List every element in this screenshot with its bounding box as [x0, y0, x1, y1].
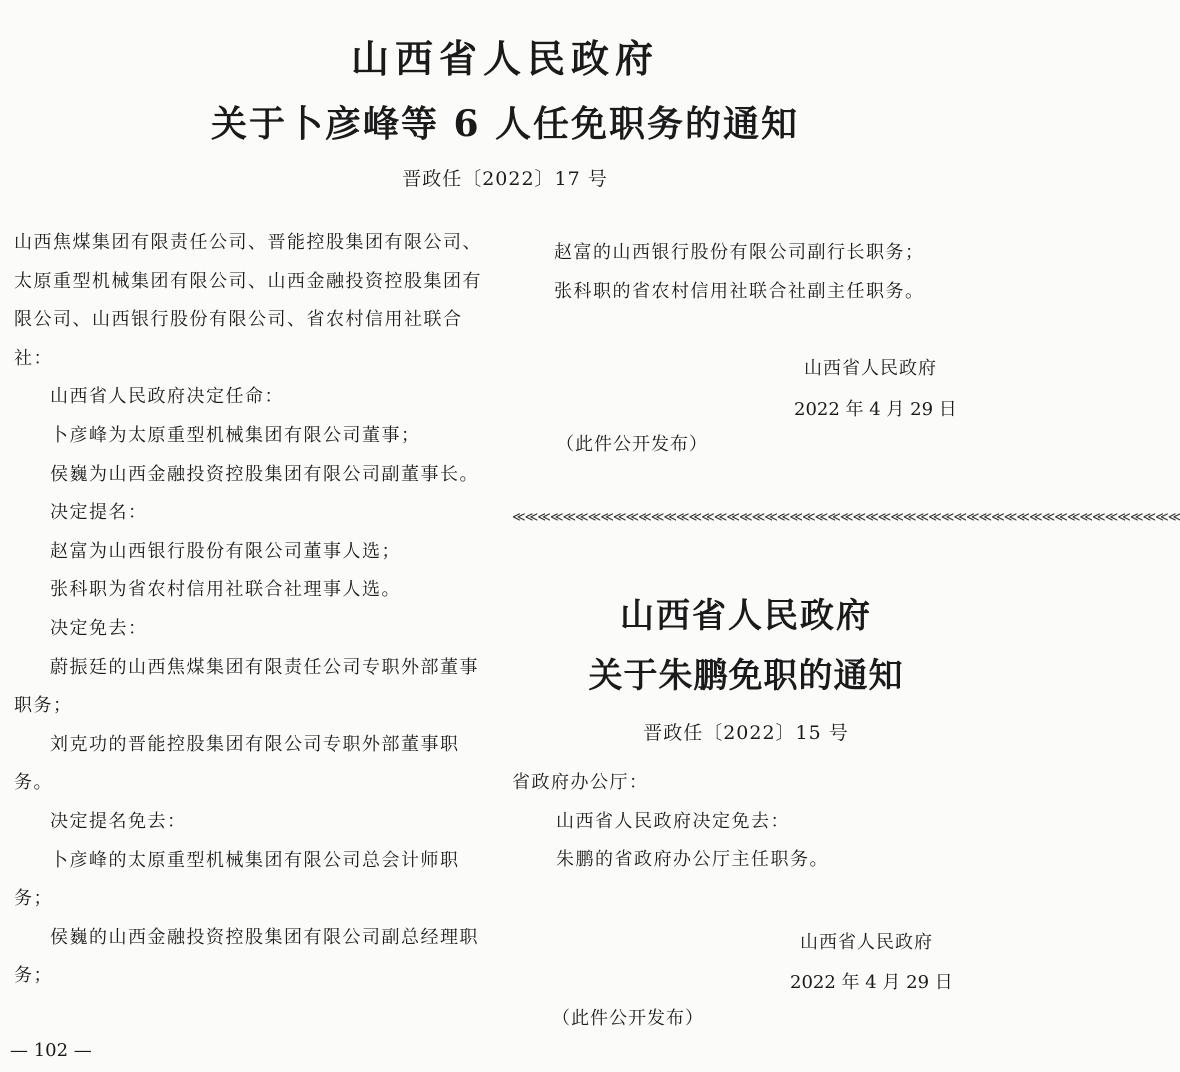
notice2-signature-date: 2022 年 4 月 29 日 [790, 972, 953, 993]
notice1-paragraph: 卜彦峰的太原重型机械集团有限公司总会计师职务； [14, 849, 460, 910]
notice2-title-line1: 山西省人民政府 [620, 596, 872, 636]
notice2-publication-note: （此件公开发布） [552, 1008, 704, 1029]
notice2-signature-org: 山西省人民政府 [800, 932, 933, 953]
notice2-body [512, 764, 972, 880]
notice2-title-line2: 关于朱鹏免职的通知 [588, 656, 904, 696]
notice1-paragraph: 卜彦峰为太原重型机械集团有限公司董事； [50, 424, 421, 446]
notice1-continued-line: 张科职的省农村信用社联合社副主任职务。 [554, 280, 925, 302]
notice2-recipient: 省政府办公厅： [512, 772, 649, 793]
notice1-paragraph: 蔚振廷的山西焦煤集团有限责任公司专职外部董事职务； [14, 656, 479, 717]
notice1-paragraph: 侯巍的山西金融投资控股集团有限公司副总经理职务； [14, 926, 479, 987]
notice1-body-continued [554, 234, 994, 311]
notice1-publication-note: （此件公开发布） [556, 434, 708, 455]
notice2-paragraph: 山西省人民政府决定免去： [556, 810, 790, 832]
notice1-signature-org: 山西省人民政府 [804, 358, 937, 379]
notice1-body-left [14, 224, 482, 996]
notice1-paragraph: 山西省人民政府决定任命： [50, 386, 284, 408]
notice1-paragraph: 决定提名免去： [50, 810, 187, 832]
notice1-paragraph: 决定免去： [50, 617, 148, 639]
section-divider: ≪≪≪≪≪≪≪≪≪≪≪≪≪≪≪≪≪≪≪≪≪≪≪≪≪≪≪≪≪≪≪≪≪≪≪≪≪≪≪≪≪≪≪≪≪≪≪≪≪≪≪≪≪ [512, 510, 1180, 525]
page-number: — 102 — [10, 1040, 92, 1061]
notice1-paragraph: 决定提名： [50, 502, 148, 524]
notice1-title-line2: 关于卜彦峰等 6 人任免职务的通知 [210, 103, 800, 145]
notice1-title-line1: 山西省人民政府 [350, 36, 659, 81]
notice1-continued-line: 赵富的山西银行股份有限公司副行长职务； [554, 242, 925, 263]
notice1-paragraph: 张科职为省农村信用社联合社理事人选。 [50, 579, 401, 601]
notice1-doc-number: 晋政任〔2022〕17 号 [402, 168, 608, 190]
notice1-paragraph: 赵富为山西银行股份有限公司董事人选； [50, 540, 401, 562]
notice2-paragraph: 朱鹏的省政府办公厅主任职务。 [556, 849, 829, 871]
notice2-doc-number: 晋政任〔2022〕15 号 [643, 722, 849, 744]
notice1-recipients: 山西焦煤集团有限责任公司、晋能控股集团有限公司、太原重型机械集团有限公司、山西金融投资控股集团有限公司、山西银行股份有限公司、省农村信用社联合社： [14, 232, 482, 369]
notice1-paragraph: 侯巍为山西金融投资控股集团有限公司副董事长。 [50, 463, 479, 485]
notice1-paragraph: 刘克功的晋能控股集团有限公司专职外部董事职务。 [14, 733, 460, 794]
notice1-signature-date: 2022 年 4 月 29 日 [794, 399, 957, 420]
